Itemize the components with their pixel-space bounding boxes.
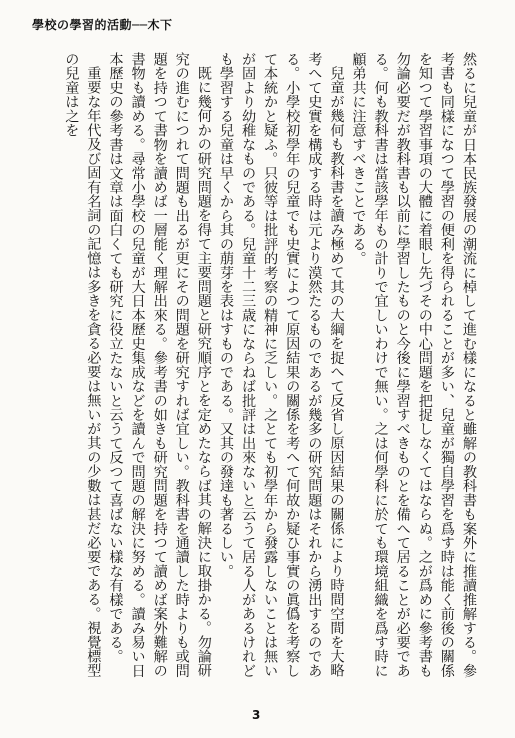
- paragraph: 然るに兒童が日本民族發展の潮流に棹して進む樣になると雖解の教科書も案外に推讀推解する。參考書も同樣になつて學習の便利を得られることが多い、兒童が獨自學習を爲す時は能く前後の關係を知つて學習事項の大體に着眼し先づその中心問題を把捉しなくてはならぬ。之が爲めに參考書も勿論必要だが教科書も以前に學習したものと今後に學習すべきものとを備へて居ることが必要である。何も教科書は當該學年もの計りで宜しいわけで無い。之は何學科に於ても環境組織を爲す時に顧弟共に注意すべきことである。: [350, 52, 477, 678]
- paragraph: 既に幾何かの研究問題を得て主要問題と研究順序とを定めたならば其の解決に取掛かる。勿論研究の進むにつれて問題も出るが更にその問題を研究すれば宜しい。教科書を通讀した時よりも或問題を持つて書物を讀めば一層能く理解出來る。參考書の如きも研究問題を持つて讀めば案外難解の書物も讀める。尋常小學校の兒童が大日本歷史集成などを讀んで問題の解決に努める。讀み易い日本歷史の參考書は文章は面白くても研究に役立たないと云うて反つて喜ばない樣な有樣である。: [107, 52, 212, 678]
- body-text: [28, 52, 480, 680]
- paragraph: 重要な年代及び固有名詞の記憶は多きを貪る必要は無いが其の少數は甚だ必要である。視覺標型の兒童は之を: [63, 52, 102, 678]
- page-number: 3: [252, 708, 261, 722]
- paragraph: 兒童が幾何も教科書を讀み極めて其の大綱を捉へて反省し原因結果の關係により時間空間を大略考へて史實を構成する時は元より漠然たるものであるが幾多の研究問題はそれから湧出するのである。小學校初學年の兒童でも史實によつて原因結果の關係を考へて何故か疑ひ事實の眞僞を考察して本統かと疑ふ。只彼等は批評的考察の精神に乏しい。之とても初學年から發露しないことは無いが固より幼稚なものである。兒童十二三歳にならねば批評は出來ないと云うて居る人があるけれども學習する兒童は早くから其の萠芽を表はすものである。又其の發達も著るしい。: [217, 52, 345, 678]
- running-head: 學校の學習的活動──木下: [32, 18, 173, 32]
